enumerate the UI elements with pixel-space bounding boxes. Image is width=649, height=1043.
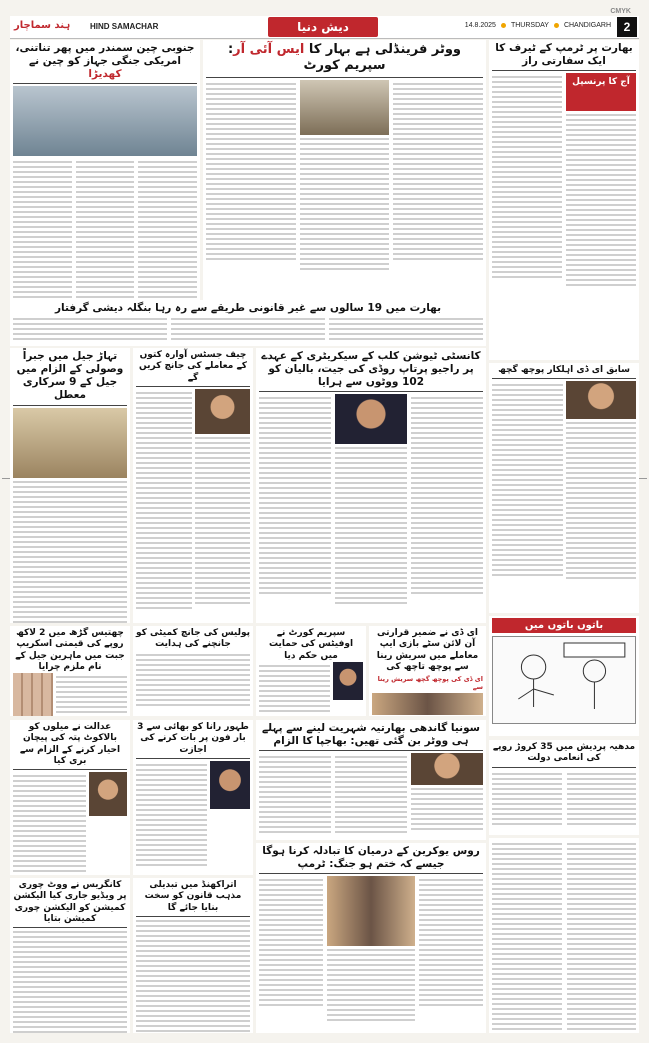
divider	[206, 77, 483, 78]
divider	[492, 70, 636, 71]
story-madhya-pradesh	[489, 740, 639, 835]
story-headline: عدالت نے میلوں کو بالاکوٹ پتہ کی پیچان احیار کرنے کے الزام سے بری کیا	[19, 722, 121, 766]
story-subhead: ای ڈی کی پوچھ گچھ سریش رینا سے	[377, 675, 483, 691]
story-body	[419, 876, 483, 1024]
story-tihar	[10, 348, 130, 623]
divider	[136, 916, 250, 917]
issue-city: CHANDIGARH	[563, 22, 611, 29]
story-sonia	[256, 720, 486, 840]
story-body	[566, 422, 637, 579]
woman-photo	[89, 772, 127, 816]
supreme-court-photo	[300, 80, 390, 135]
divider	[136, 386, 250, 387]
trump-zelensky-photo	[327, 876, 416, 946]
story-body	[327, 949, 416, 1021]
tahawwur-photo	[210, 761, 250, 809]
story-body	[13, 772, 86, 875]
column-label: باتوں باتوں میں	[492, 618, 636, 633]
story-body	[136, 761, 207, 869]
jail-photo	[13, 408, 127, 478]
story-headline: ای ڈی نے ضمیر قرارتی آن لائن سٹے بازی ایپ معاملے میں سریش رینا سے پوچھ تاچھ کی	[376, 628, 479, 672]
story-body	[136, 389, 192, 612]
story-madaris	[10, 720, 130, 875]
story-headline: روس یوکرین کے درمیان کا تبادلہ کرنا ہوگا جیسے کہ ختم ہو جنگ: ٹرمپ	[262, 845, 480, 871]
crop-mark-left	[2, 478, 10, 479]
story-tahawwur	[133, 720, 253, 875]
sonia-photo	[411, 753, 483, 785]
raina-photo	[372, 693, 483, 715]
story-body	[13, 481, 127, 624]
story-body	[13, 315, 483, 343]
official-photo	[566, 381, 637, 419]
divider	[13, 405, 127, 406]
newspaper-page	[10, 8, 639, 1035]
story-body	[492, 840, 636, 1033]
story-body	[195, 437, 251, 604]
divider	[13, 769, 127, 770]
story-headline: بھارت پر ٹرمپ کے ٹیرف کا ایک سفارتی راز	[495, 42, 633, 68]
headline-highlight: ایس آئی آر	[233, 42, 305, 57]
story-headline: جنوبی چین سمندر میں پھر تناتنی، امریکی جنگی جہاز کو چین نے کھدیڑا	[15, 42, 195, 81]
masthead	[10, 16, 639, 39]
bullet-icon	[554, 23, 559, 28]
story-body	[300, 138, 390, 270]
masthead-meta	[465, 22, 611, 29]
story-sabbatical	[489, 363, 639, 613]
story-headline: مدھیہ پردیش میں 35 کروڑ روپے کی انعامی دولت	[492, 742, 636, 764]
story-headline: کانسٹی ٹیوشن کلب کے سیکریٹری کے عہدے پر راجیو پرتاپ روڈی کی جیت، بالیان کو 102 ووٹوں سے ہرایا	[261, 350, 481, 389]
story-headline: بھارت میں 19 سالوں سے غیر قانونی طریقے سے رہ رہا بنگلہ دیشی گرفتار	[54, 302, 442, 314]
story-constitution-club	[256, 348, 486, 623]
story-india-19	[10, 300, 486, 346]
story-body	[393, 80, 483, 273]
warship-photo	[13, 86, 197, 156]
divider	[13, 927, 127, 928]
building-photo	[13, 673, 53, 716]
divider	[259, 391, 483, 392]
divider	[492, 378, 636, 379]
masthead-logo-urdu: ہند سماچار	[14, 20, 71, 31]
story-body	[492, 770, 636, 828]
story-russia-ukraine	[256, 843, 486, 1033]
crop-mark-right	[639, 478, 647, 479]
cartoon-sketch	[493, 637, 635, 723]
story-body	[259, 753, 331, 836]
story-body	[411, 394, 483, 607]
masthead-logo-en: HIND SAMACHAR	[90, 22, 159, 31]
divider	[492, 767, 636, 768]
story-body	[13, 931, 127, 1033]
story-headline: طہور رانا کو بھائی سے 3 بار فون پر بات کرنے کی اجازت	[137, 722, 249, 755]
story-police-custody	[133, 626, 253, 716]
story-headline: ووٹر فرینڈلی ہے بہار کا ایس آئی آر: سپریم کورٹ	[227, 42, 462, 74]
lawyer-photo	[333, 662, 363, 700]
page-number: 2	[617, 17, 637, 37]
story-headline: اتراکھنڈ میں تبدیلی مذہب قانون کو سخت بنایا جائے گا	[144, 880, 242, 913]
story-body	[56, 673, 127, 716]
divider	[13, 83, 197, 84]
bullet-icon	[501, 23, 506, 28]
story-headline: سونیا گاندھی بھارتیہ شہریت لینے سے پہلے ہی ووٹر بن گئی تھیں: بھاجپا کا الزام	[262, 722, 480, 748]
story-body	[206, 80, 296, 273]
story-body	[335, 447, 407, 604]
rudy-photo	[335, 394, 407, 444]
story-body	[411, 788, 483, 830]
story-column-filler	[489, 838, 639, 1033]
column-label: آج کا پرنسپل	[566, 73, 636, 111]
story-body	[259, 394, 331, 607]
story-scarborough	[10, 40, 200, 340]
chief-justice-photo	[195, 389, 251, 434]
story-body	[136, 920, 250, 1032]
story-uttarakhand	[133, 878, 253, 1033]
story-trump-tariff	[489, 40, 639, 360]
divider	[136, 758, 250, 759]
story-vote-fraud	[203, 40, 486, 320]
story-headline: تہاڑ جیل میں جبراً وصولی کے الزام میں جیل کے 9 سرکاری معطل	[16, 350, 124, 402]
story-body	[492, 381, 563, 582]
story-headline: چھتیس گڑھ میں 2 لاکھ روپے کی قیمتی اسکریپ جبت میں ماہرین جیل کے نام ملزم چرایا	[15, 628, 125, 672]
cartoon-illustration	[492, 636, 636, 724]
story-headline: سابق ای ڈی اہلکار پوچھ گچھ	[498, 365, 630, 375]
story-body	[259, 876, 323, 1024]
story-body	[566, 114, 636, 286]
story-body	[259, 662, 330, 715]
story-batein-batein	[489, 616, 639, 736]
story-congress-vote	[10, 878, 130, 1033]
story-headline: پولیس کی جانچ کمیٹی کو جانچنے کی ہدایت	[136, 628, 250, 650]
divider	[259, 750, 483, 751]
story-chief-justice	[133, 348, 253, 623]
headline-highlight: کھدیڑا	[88, 68, 122, 81]
divider	[259, 873, 483, 874]
cmyk-mark: CMYK	[610, 8, 631, 15]
issue-date: 14.8.2025	[464, 22, 496, 29]
story-headline: چیف جسٹس آوارہ کتوں کے معاملے کی جانچ کریں گے	[139, 350, 247, 383]
issue-day: THURSDAY	[510, 22, 549, 29]
story-chhattisgarh	[10, 626, 130, 716]
story-ed-raid	[369, 626, 486, 716]
section-title: دیش دنیا	[268, 17, 378, 37]
story-body	[335, 753, 407, 836]
story-headline: کانگریس نے ووٹ چوری پر ویڈیو جاری کیا الیکشن کمیشن کو الیکشن چوری کمیشن بتایا	[13, 880, 127, 924]
story-headline: سپریم کورٹ نے اوفیٹس کی حمایت میں حکم دیا	[268, 628, 354, 661]
story-body	[492, 73, 562, 289]
story-supreme-court-order	[256, 626, 366, 716]
story-body	[136, 654, 250, 706]
